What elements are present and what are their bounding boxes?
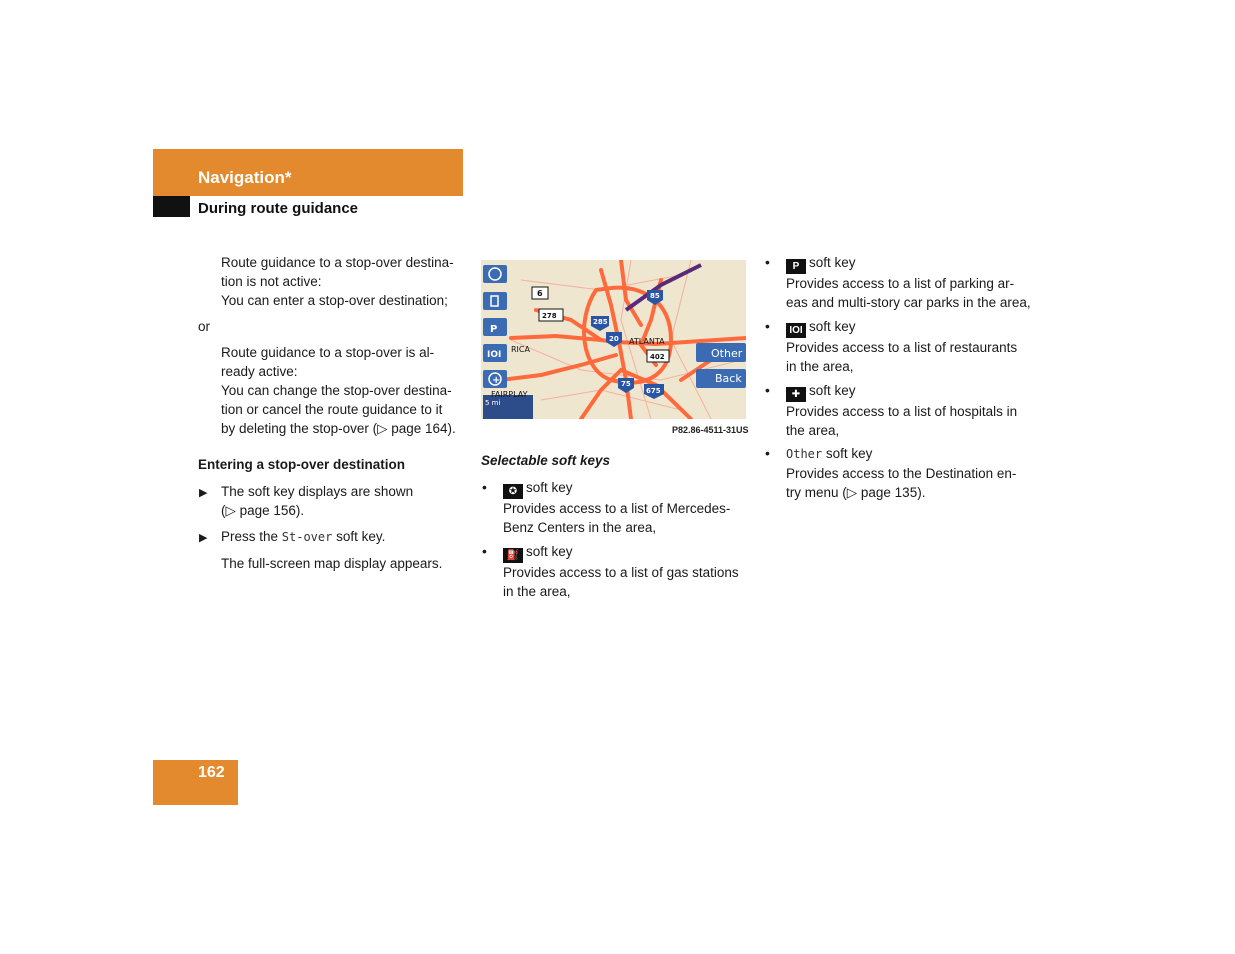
soft-key-label: soft key xyxy=(809,383,856,398)
bullet: • xyxy=(765,445,770,461)
text-line: Provides access to a list of parking ar- xyxy=(786,276,1015,291)
hospital-icon: ✚ xyxy=(786,387,806,402)
step-result: The full-screen map display appears. xyxy=(221,556,443,571)
svg-text:402: 402 xyxy=(650,353,665,361)
step-item xyxy=(199,527,386,547)
svg-text:RICA: RICA xyxy=(511,345,530,354)
section-title: Navigation* xyxy=(198,168,292,187)
page-number-box xyxy=(153,760,238,805)
text-line: You can change the stop-over destina- xyxy=(221,383,452,398)
bullet: • xyxy=(482,543,487,559)
text-line: Provides access to a list of Mercedes- xyxy=(503,501,731,516)
text-line: Provides access to a list of restaurants xyxy=(786,340,1018,355)
st-over-key-label: St-over xyxy=(281,530,333,544)
restaurant-icon: IOI xyxy=(786,323,806,338)
navigation-map-screenshot xyxy=(481,260,746,419)
figure-caption: P82.86-4511-31US xyxy=(672,425,749,435)
text-line: ready active: xyxy=(221,364,298,379)
text-line: Provides access to a list of hospitals in xyxy=(786,404,1018,419)
list-item xyxy=(765,317,1018,376)
text-line: Provides access to the Destination en- xyxy=(786,466,1017,481)
svg-text:P: P xyxy=(490,324,498,335)
paragraph-stopover-inactive xyxy=(221,253,454,310)
soft-key-label: soft key xyxy=(809,255,856,270)
list-item xyxy=(482,542,739,601)
text-line: in the area, xyxy=(503,584,571,599)
step-item xyxy=(199,482,414,520)
soft-key-label: soft key xyxy=(526,480,573,495)
svg-text:Back: Back xyxy=(715,372,742,385)
list-item xyxy=(482,478,731,537)
text-line: Route guidance to a stop-over is al- xyxy=(221,345,435,360)
gas-pump-icon: ⛽ xyxy=(503,548,523,563)
text-line: (▷ page 156). xyxy=(221,503,305,518)
text-line: The soft key displays are shown xyxy=(221,484,414,499)
or-text: or xyxy=(198,319,211,334)
map-graphic xyxy=(481,260,746,419)
mercedes-star-icon: ✪ xyxy=(503,484,523,499)
text-line: Route guidance to a stop-over destina- xyxy=(221,255,454,270)
text-fragment: soft key. xyxy=(332,529,386,544)
svg-text:IOI: IOI xyxy=(487,350,502,360)
text-line: tion or cancel the route guidance to it xyxy=(221,402,443,417)
svg-text:20: 20 xyxy=(609,335,619,343)
bullet: • xyxy=(482,479,487,495)
text-fragment: Press the xyxy=(221,529,282,544)
text-line: try menu (▷ page 135). xyxy=(786,485,926,500)
text-line: the area, xyxy=(786,423,840,438)
selectable-soft-keys-heading: Selectable soft keys xyxy=(481,453,611,468)
svg-text:85: 85 xyxy=(650,292,660,300)
page-number: 162 xyxy=(198,764,225,781)
svg-text:5 mi: 5 mi xyxy=(485,399,501,407)
list-item xyxy=(765,253,1031,312)
bullet: • xyxy=(765,382,770,398)
other-key-label: Other xyxy=(786,447,823,461)
paragraph-stopover-active xyxy=(221,343,456,438)
svg-text:278: 278 xyxy=(542,312,557,320)
arrow-right-icon: ▶ xyxy=(199,532,208,544)
svg-text:FAIRPLAY: FAIRPLAY xyxy=(491,390,528,399)
section-marker xyxy=(153,196,190,217)
text-line: by deleting the stop-over (▷ page 164). xyxy=(221,421,456,436)
arrow-right-icon: ▶ xyxy=(199,487,208,499)
svg-text:+: + xyxy=(492,375,501,386)
text-line: in the area, xyxy=(786,359,854,374)
soft-key-label: soft key xyxy=(526,544,573,559)
text-line: You can enter a stop-over destination; xyxy=(221,293,448,308)
subsection-title: During route guidance xyxy=(198,200,359,217)
list-item xyxy=(765,381,1018,440)
svg-text:ATLANTA: ATLANTA xyxy=(629,337,665,346)
svg-text:6: 6 xyxy=(537,289,543,298)
svg-text:285: 285 xyxy=(593,318,608,326)
soft-key-label: soft key xyxy=(825,446,873,461)
text-line: eas and multi-story car parks in the area, xyxy=(786,295,1031,310)
list-item xyxy=(765,444,1017,502)
text-line: Benz Centers in the area, xyxy=(503,520,657,535)
entering-stopover-heading: Entering a stop-over destination xyxy=(198,457,406,472)
soft-key-label: soft key xyxy=(809,319,856,334)
bullet: • xyxy=(765,254,770,270)
svg-text:75: 75 xyxy=(621,380,631,388)
bullet: • xyxy=(765,318,770,334)
svg-text:Other: Other xyxy=(711,347,743,360)
parking-icon: P xyxy=(786,259,806,274)
svg-text:675: 675 xyxy=(646,387,661,395)
text-line: tion is not active: xyxy=(221,274,322,289)
text-line: Provides access to a list of gas stations xyxy=(503,565,739,580)
